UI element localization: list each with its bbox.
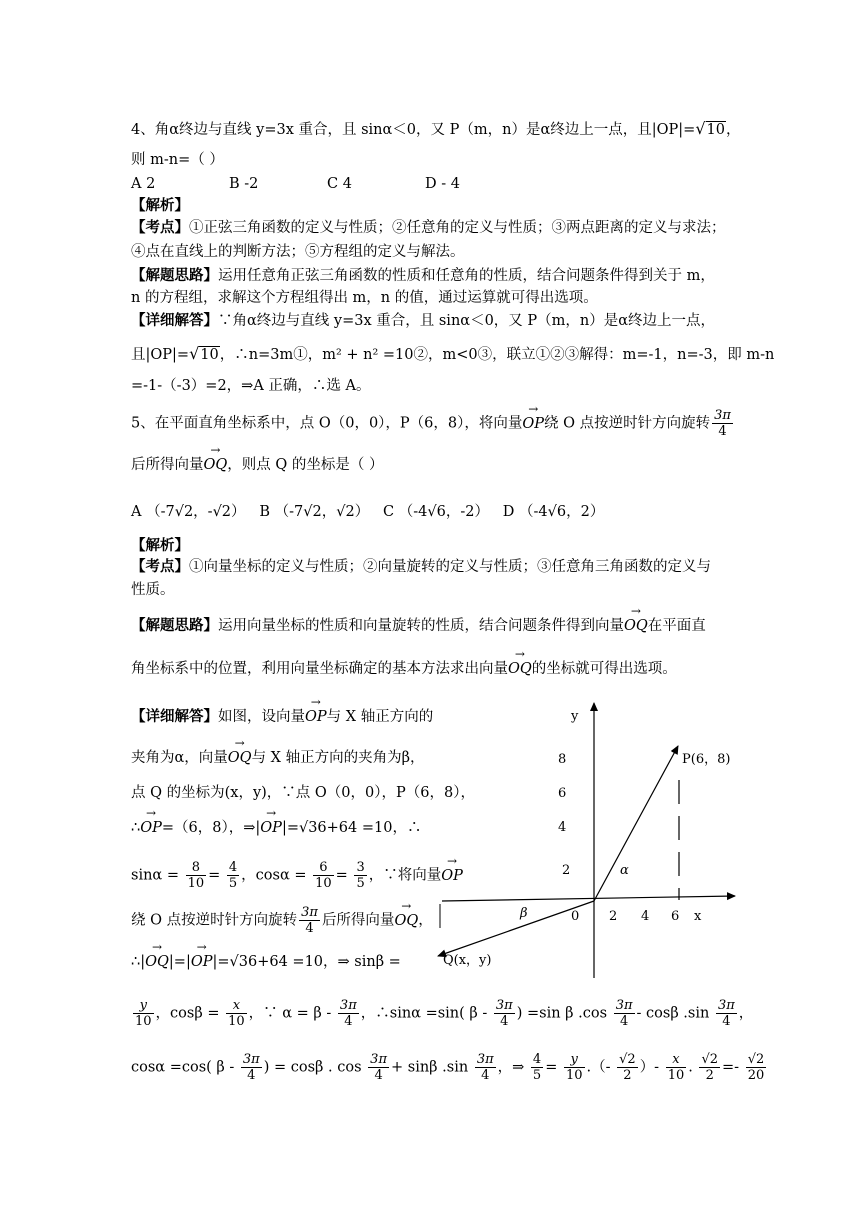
q4-kaodian-line2: ④点在直线上的判断方法；⑤方程组的定义与解法。	[131, 244, 465, 260]
fraction: $\frac{4}{5}$	[228, 860, 238, 891]
q5-option-b: B （-7√2，√2）	[259, 504, 370, 520]
q4-option-b: B -2	[229, 176, 259, 192]
fraction-3pi-over-4: $\frac{3\pi}{4}$	[301, 905, 318, 936]
q4-silu-line2: n 的方程组，求解这个方程组得出 m，n 的值，通过运算就可得出选项。	[131, 290, 598, 306]
q5-kaodian-line1: 【考点】①向量坐标的定义与性质；②向量旋转的定义与性质；③任意角三角函数的定义与	[131, 558, 711, 575]
vector-oq: → OQ	[204, 455, 228, 475]
fraction: $\frac{4}{5}$	[532, 1052, 542, 1083]
vector-op: → OP	[441, 866, 463, 886]
q5-stem-line1: 5、在平面直角坐标系中，点 O（0，0），P（6，8），将向量→ OP绕 O 点按逆时针方向旋转 $\frac{3\pi}{4}$	[131, 408, 735, 439]
q5-jieda-line3: 点 Q 的坐标为(x，y)，∵点 O（0，0），P（6，8），	[131, 785, 475, 801]
q5-kaodian-line2: 性质。	[131, 582, 175, 598]
fraction-3pi-over-4: $\frac{3\pi}{4}$	[717, 998, 735, 1029]
sqrt-10: √10	[695, 119, 725, 138]
vector-op-line	[594, 746, 678, 901]
y-axis-label: y	[571, 709, 579, 724]
figure-svg	[430, 700, 750, 980]
fraction: $\frac{8}{10}$	[187, 860, 205, 891]
coordinate-figure	[430, 700, 750, 984]
fraction: $\frac{y}{10}$	[565, 1052, 583, 1083]
vector-oq: → OQ	[394, 911, 418, 931]
q5-option-a: A （-7√2，-√2）	[131, 504, 246, 520]
beta-label: β	[520, 906, 528, 921]
fraction-3pi-over-4: $\frac{3\pi}{4}$	[714, 408, 731, 439]
x-tick-0: 0	[571, 909, 580, 924]
q5-options	[131, 502, 604, 522]
fraction: $\frac{3}{5}$	[356, 860, 365, 891]
fraction: $\frac{x}{10}$	[228, 998, 245, 1029]
q5-jieda-line7: ∴|→ OQ|=|→ OP|=√36+64 =10，⇒ sinβ =	[131, 952, 401, 972]
q5-jiexi-heading: 【解析】	[131, 537, 189, 554]
fraction: $\frac{6}{10}$	[315, 860, 332, 891]
y-tick-8: 8	[558, 752, 567, 767]
q5-silu-line1: 【解题思路】运用向量坐标的性质和向量旋转的性质，结合问题条件得到向量→ OQ在平面直	[131, 616, 706, 636]
fraction-3pi-over-4: $\frac{3\pi}{4}$	[339, 998, 357, 1029]
q5-jieda-line6: 绕 O 点按逆时针方向旋转 $\frac{3\pi}{4}$ 后所得向量→ OQ，	[131, 905, 433, 936]
vector-oq: → OQ	[145, 952, 169, 972]
point-p-label: P(6，8)	[682, 752, 731, 767]
x-axis	[442, 896, 735, 901]
vector-op: → OP	[191, 952, 213, 972]
x-tick-2: 2	[609, 909, 618, 924]
fraction: $\frac{√2}{2}$	[619, 1052, 636, 1083]
vector-oq: → OQ	[624, 616, 648, 636]
vector-op: → OP	[522, 414, 544, 434]
q4-jieda-line1: 【详细解答】∵角α终边与直线 y=3x 重合，且 sinα＜0，又 P（m，n）是α终边上一点，	[131, 312, 716, 329]
q4-kaodian-line1: 【考点】①正弦三角函数的定义与性质；②任意角的定义与性质；③两点距离的定义与求法；	[131, 219, 726, 236]
fraction: $\frac{x}{10}$	[667, 1052, 685, 1083]
q5-silu-line2: 角坐标系中的位置，利用向量坐标确定的基本方法求出向量→ OQ的坐标就可得出选项。	[131, 659, 677, 679]
fraction: $\frac{√2}{20}$	[747, 1052, 765, 1083]
fraction-3pi-over-4: $\frac{3\pi}{4}$	[476, 1052, 494, 1083]
q5-jieda-line4: ∴→ OP=（6，8），⇒|→ OP|=√36+64 =10，∴	[131, 818, 421, 838]
y-tick-6: 6	[558, 786, 567, 801]
vector-op: → OP	[305, 707, 327, 727]
vector-oq: → OQ	[228, 748, 252, 768]
q4-option-c: C 4	[327, 176, 352, 192]
q4-jieda-line2: 且|OP|=√10，∴n=3m①，m² + n² =10②，m<0③，联立①②③解得：m=-1，n=-3，即 m-n	[131, 344, 775, 363]
q5-option-d: D （-4√6，2）	[502, 504, 605, 520]
vector-op: → OP	[260, 818, 282, 838]
q4-options	[131, 174, 523, 194]
q4-jieda-line3: =-1-（-3）=2，⇒A 正确，∴选 A。	[131, 378, 371, 394]
q5-jieda-line9: cosα =cos( β - $\frac{3\pi}{4}$ ) = cosβ . cos $\frac{3\pi}{4}$ + sinβ .sin $\frac{3\pi}{4}$ ，⇒ $\frac{4}{5}$ = $\frac{y}{10}$ .（- $\frac{√2}{2}$ ）- $\frac{x}{10}$ . $\frac{√2}{2}$ =- $\frac{√2}{20}$	[131, 1052, 765, 1083]
x-tick-6: 6	[671, 909, 680, 924]
q4-option-d: D - 4	[425, 176, 460, 192]
q4-stem-line1: 4、角α终边与直线 y=3x 重合，且 sinα＜0，又 P（m，n）是α终边上一点，且|OP|=√10，	[131, 119, 741, 138]
fraction-3pi-over-4: $\frac{3\pi}{4}$	[495, 998, 513, 1029]
y-tick-4: 4	[558, 820, 567, 835]
q4-stem-line2: 则 m-n=（ ）	[131, 152, 224, 168]
vector-oq: → OQ	[508, 659, 532, 679]
q5-option-c: C （-4√6，-2）	[383, 504, 489, 520]
fraction: $\frac{√2}{2}$	[701, 1052, 719, 1083]
q5-jieda-line8: $\frac{y}{10}$ ，cosβ = $\frac{x}{10}$ ，∵ α = β - $\frac{3\pi}{4}$ ，∴sinα =sin( β - $\frac{3\pi}{4}$ ) =sin β .cos $\frac{3\pi}{4}$ - cosβ .sin $\frac{3\pi}{4}$ ，	[135, 998, 754, 1029]
q5-jieda-line2: 夹角为α，向量→ OQ与 X 轴正方向的夹角为β，	[131, 748, 425, 768]
fraction-3pi-over-4: $\frac{3\pi}{4}$	[615, 998, 633, 1029]
y-tick-2: 2	[562, 863, 571, 878]
q4-jiexi-heading: 【解析】	[131, 197, 189, 214]
sqrt-10: √10	[189, 344, 219, 363]
q4-option-a: A 2	[131, 176, 156, 192]
point-q-label: Q(x，y)	[443, 953, 492, 968]
fraction: $\frac{y}{10}$	[135, 998, 152, 1029]
q5-jieda-line5: sinα = $\frac{8}{10}$ = $\frac{4}{5}$ ，cosα = $\frac{6}{10}$ = $\frac{3}{5}$ ，∵将向量→ OP	[131, 860, 463, 891]
vector-op: → OP	[140, 818, 162, 838]
x-axis-label: x	[694, 909, 702, 924]
fraction-3pi-over-4: $\frac{3\pi}{4}$	[370, 1052, 387, 1083]
q5-jieda-line1: 【详细解答】如图，设向量→ OP与 X 轴正方向的	[131, 707, 433, 727]
x-tick-4: 4	[641, 909, 650, 924]
alpha-label: α	[620, 863, 629, 878]
fraction-3pi-over-4: $\frac{3\pi}{4}$	[242, 1052, 260, 1083]
q5-stem-line2: 后所得向量→ OQ，则点 Q 的坐标是（ ）	[131, 455, 384, 475]
q4-silu-line1: 【解题思路】运用任意角正弦三角函数的性质和任意角的性质，结合问题条件得到关于 m，	[131, 267, 715, 284]
